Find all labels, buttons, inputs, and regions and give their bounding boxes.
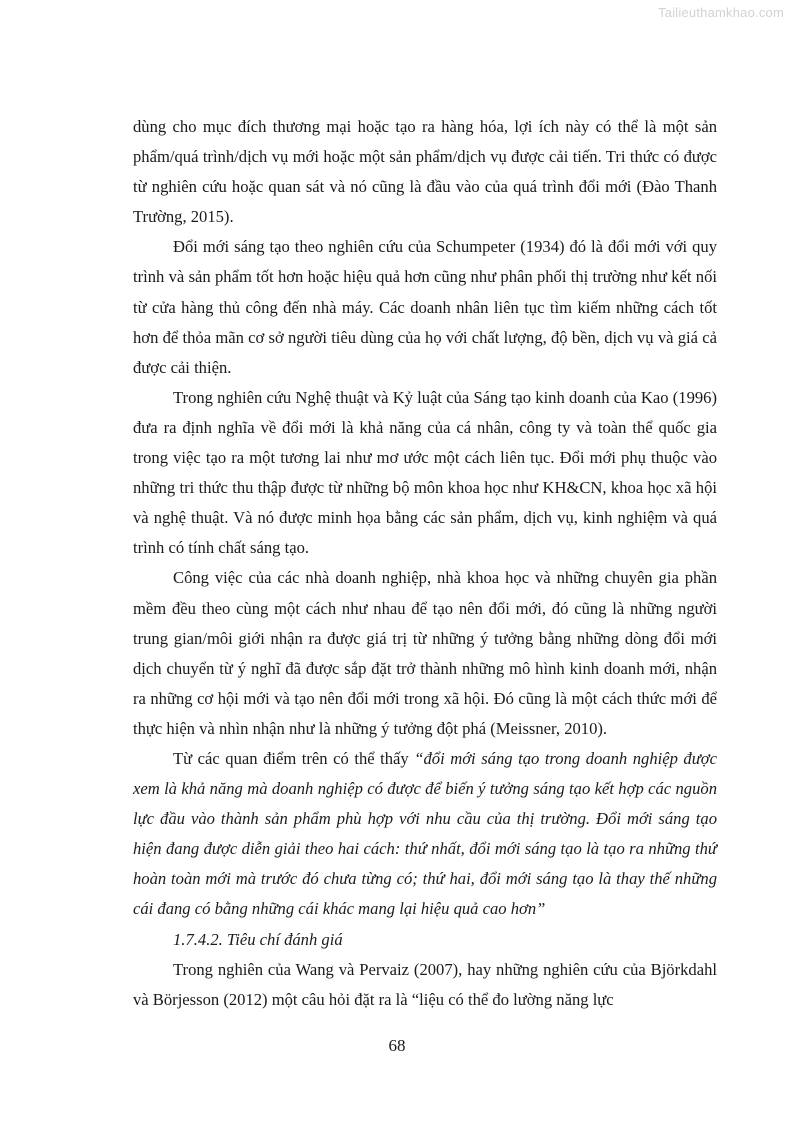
- paragraph-5-lead: Từ các quan điểm trên có thể thấy: [173, 748, 415, 768]
- paragraph-3: Trong nghiên cứu Nghệ thuật và Kỷ luật của Sáng tạo kinh doanh của Kao (1996) đưa ra định nghĩa về đổi mới là khả năng của cá nhân, công ty và toàn thể quốc gia trong việc tạo ra một tương lai như mơ ước một cách liên tục. Đổi mới phụ thuộc vào những tri thức thu thập được từ những bộ môn khoa học như KH&CN, khoa học xã hội và nghệ thuật. Và nó được minh họa bằng các sản phẩm, dịch vụ, kinh nghiệm và quá trình có tính chất sáng tạo.: [133, 387, 717, 558]
- watermark: Tailieuthamkhao.com: [658, 5, 784, 20]
- paragraph-2: Đổi mới sáng tạo theo nghiên cứu của Schumpeter (1934) đó là đổi mới với quy trình và sản phẩm tốt hơn hoặc hiệu quả hơn cũng như phân phối thị trường như kết nối từ cửa hàng thủ công đến nhà máy. Các doanh nhân liên tục tìm kiếm những cách tốt hơn để thỏa mãn cơ sở người tiêu dùng của họ với chất lượng, độ bền, dịch vụ và giá cả được cải thiện.: [133, 237, 717, 377]
- page-number: 68: [388, 1036, 406, 1055]
- paragraph-4: Công việc của các nhà doanh nghiệp, nhà khoa học và những chuyên gia phần mềm đều theo cùng một cách như nhau để tạo nên đổi mới, đó cũng là những người trung gian/môi giới nhận ra được giá trị từ những ý tưởng bằng những dòng đổi mới dịch chuyển từ ý nghĩ đã được sắp đặt trở thành những mô hình kinh doanh mới, nhận ra những cơ hội mới và tạo nên đổi mới trong xã hội. Đó cũng là một cách thức mới để thực hiện và nhìn nhận như là những ý tưởng đột phá (Meissner, 2010).: [133, 568, 717, 738]
- paragraph-6: Trong nghiên của Wang và Pervaiz (2007), hay những nghiên cứu của Björkdahl và Börjesson (2012) một câu hỏi đặt ra là “liệu có thể đo lường năng lực: [133, 959, 717, 1009]
- paragraph-1: dùng cho mục đích thương mại hoặc tạo ra hàng hóa, lợi ích này có thể là một sản phẩm/quá trình/dịch vụ mới hoặc một sản phẩm/dịch vụ được cải tiến. Tri thức có được từ nghiên cứu hoặc quan sát và nó cũng là đầu vào của quá trình đổi mới (Đào Thanh Trường, 2015).: [133, 117, 717, 227]
- paragraph-5: [133, 744, 717, 925]
- paragraph-5-quote: “đổi mới sáng tạo trong doanh nghiệp được xem là khả năng mà doanh nghiệp có được để biến ý tưởng sáng tạo kết hợp các nguồn lực đầu vào thành sản phẩm phù hợp với nhu cầu của thị trường. Đổi mới sáng tạo hiện đang được diễn giải theo hai cách: thứ nhất, đổi mới sáng tạo là tạo ra những thứ hoàn toàn mới mà trước đó chưa từng có; thứ hai, đổi mới sáng tạo là thay thế những cái đang có bằng những cái khác mang lại hiệu quả cao hơn”: [133, 748, 717, 919]
- section-heading: 1.7.4.2. Tiêu chí đánh giá: [173, 929, 343, 949]
- document-body: [133, 112, 717, 1015]
